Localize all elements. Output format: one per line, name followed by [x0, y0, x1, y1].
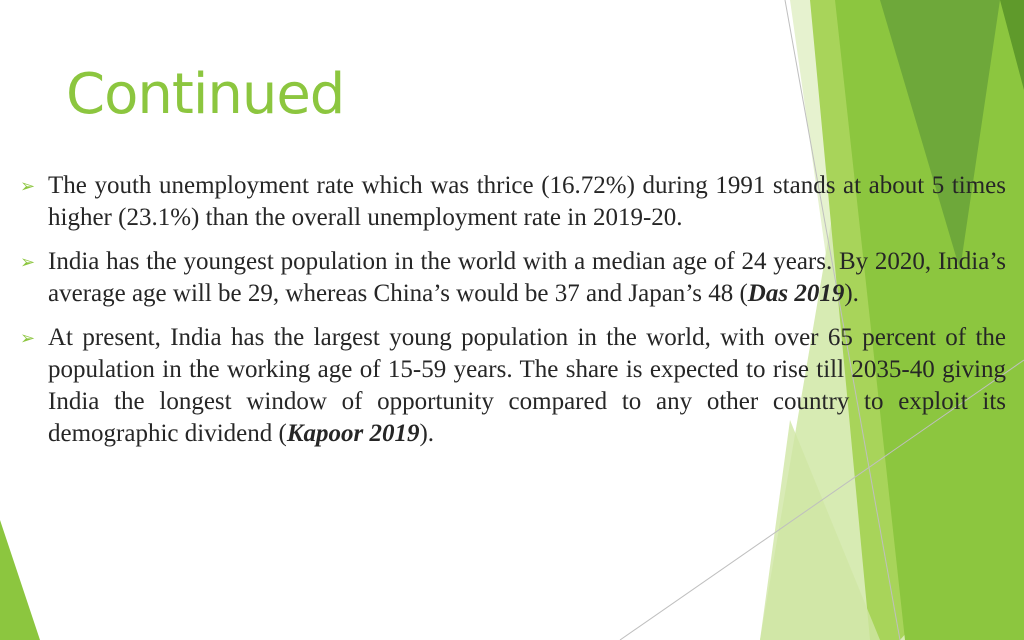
bullet-text: India has the youngest population in the world with a median age of 24 years. By 2020, India’s average age will be 29, whereas China’s would be 37 and Japan’s 48 (	[48, 248, 1006, 307]
bullet-text-end: ).	[419, 420, 435, 447]
bullet-item-3	[20, 322, 1006, 450]
bullet-text-end: ).	[844, 280, 859, 307]
slide-title: Continued	[66, 62, 345, 127]
bullet-arrow-icon: ➢	[20, 176, 36, 196]
citation: Kapoor 2019	[286, 420, 420, 447]
bullet-item-1	[20, 170, 1006, 234]
bullet-arrow-icon: ➢	[20, 252, 36, 272]
bullet-item-2	[20, 246, 1006, 310]
citation: Das 2019	[747, 280, 845, 307]
bullet-text: The youth unemployment rate which was thrice (16.72%) during 1991 stands at about 5 times higher (23.1%) than the overall unemployment rate in 2019-20.	[48, 172, 1006, 231]
bullet-list	[20, 170, 1006, 462]
bullet-arrow-icon: ➢	[20, 328, 36, 348]
left-edge-shape	[0, 520, 40, 640]
bullet-text: At present, India has the largest young population in the world, with over 65 percent of the population in the working age of 15-59 years. The share is expected to rise till 2035-40 giving India the longest window of opportunity compared to any other country to exploit its demographic dividend (	[48, 324, 1006, 447]
